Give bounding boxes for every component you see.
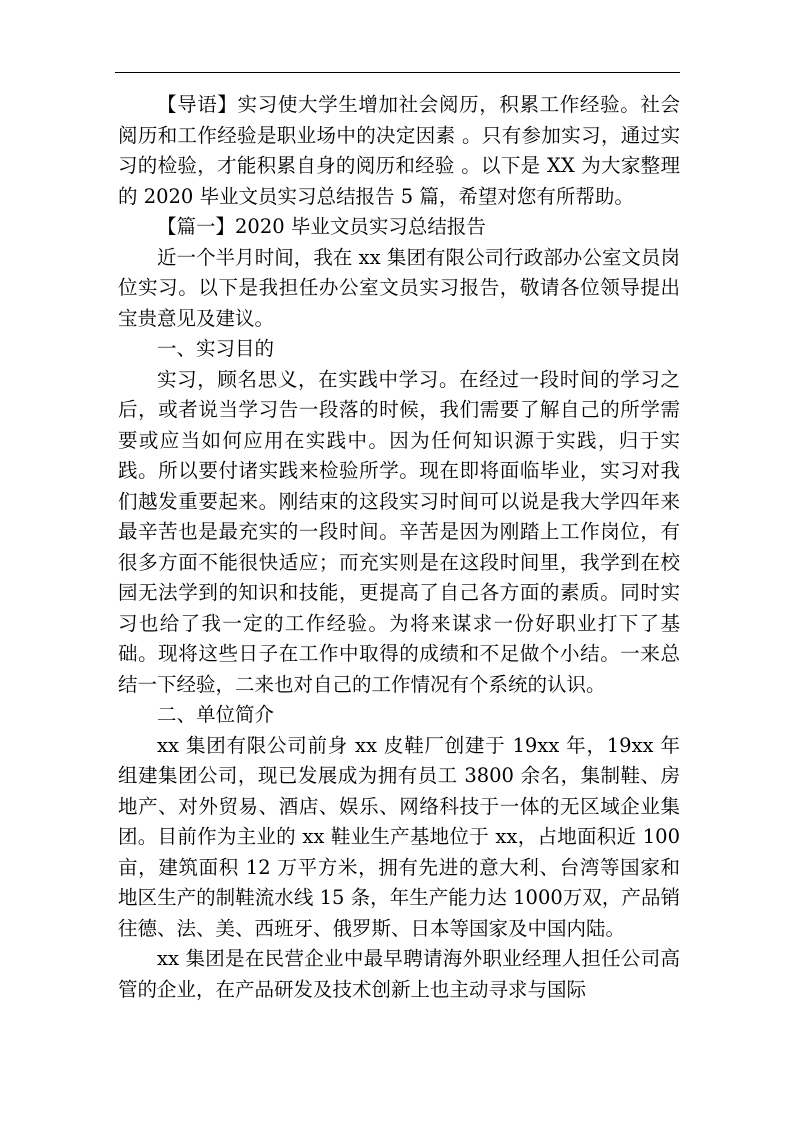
intro-paragraph: 【导语】实习使大学生增加社会阅历，积累工作经验。社会阅历和工作经验是职业场中的决定因素 。只有参加实习，通过实习的检验，才能积累自身的阅历和经验 。以下是 XX 为大家整理的 2020 毕业文员实习总结报告 5 篇，希望对您有所帮助。 [118, 93, 680, 208]
body-paragraph: xx 集团是在民营企业中最早聘请海外职业经理人担任公司高管的企业，在产品研发及技术创新上也主动寻求与国际 [118, 947, 680, 1001]
body-paragraph: 实习，顾名思义，在实践中学习。在经过一段时间的学习之后，或者说当学习告一段落的时候，我们需要了解自己的所学需要或应当如何应用在实践中。因为任何知识源于实践，归于实践。所以要付诸实践来检验所学。现在即将面临毕业，实习对我们越发重要起来。刚结束的这段实习时间可以说是我大学四年来最辛苦也是最充实的一段时间。辛苦是因为刚踏上工作岗位，有很多方面不能很快适应；而充实则是在这段时间里，我学到在校园无法学到的知识和技能，更提高了自己各方面的素质。同时实习也给了我一定的工作经验。为将来谋求一份好职业打下了基础。现将这些日子在工作中取得的成绩和不足做个小结。一来总结一下经验，二来也对自己的工作情况有个系统的认识。 [118, 367, 680, 696]
section-heading-company-intro: 二、单位简介 [157, 703, 275, 726]
body-paragraph: xx 集团有限公司前身 xx 皮鞋厂创建于 19xx 年，19xx 年组建集团公司，现已发展成为拥有员工 3800 余名，集制鞋、房地产、对外贸易、酒店、娱乐、网络科技于一体的无区域企业集团。目前作为主业的 xx 鞋业生产基地位于 xx，占地面积近 100 亩，建筑面积 12 万平方米，拥有先进的意大利、台湾等国家和地区生产的制鞋流水线 15 条，年生产能力达 1000万双，产品销往德、法、美、西班牙、俄罗斯、日本等国家及中国内陆。 [118, 733, 680, 940]
section-heading-purpose: 一、实习目的 [157, 337, 275, 360]
document-body [118, 90, 680, 1005]
header-rule [115, 72, 680, 73]
section-title-part-one: 【篇一】2020 毕业文员实习总结报告 [157, 215, 486, 238]
body-paragraph: 近一个半月时间，我在 xx 集团有限公司行政部办公室文员岗位实习。以下是我担任办公室文员实习报告，敬请各位领导提出宝贵意见及建议。 [118, 245, 680, 330]
